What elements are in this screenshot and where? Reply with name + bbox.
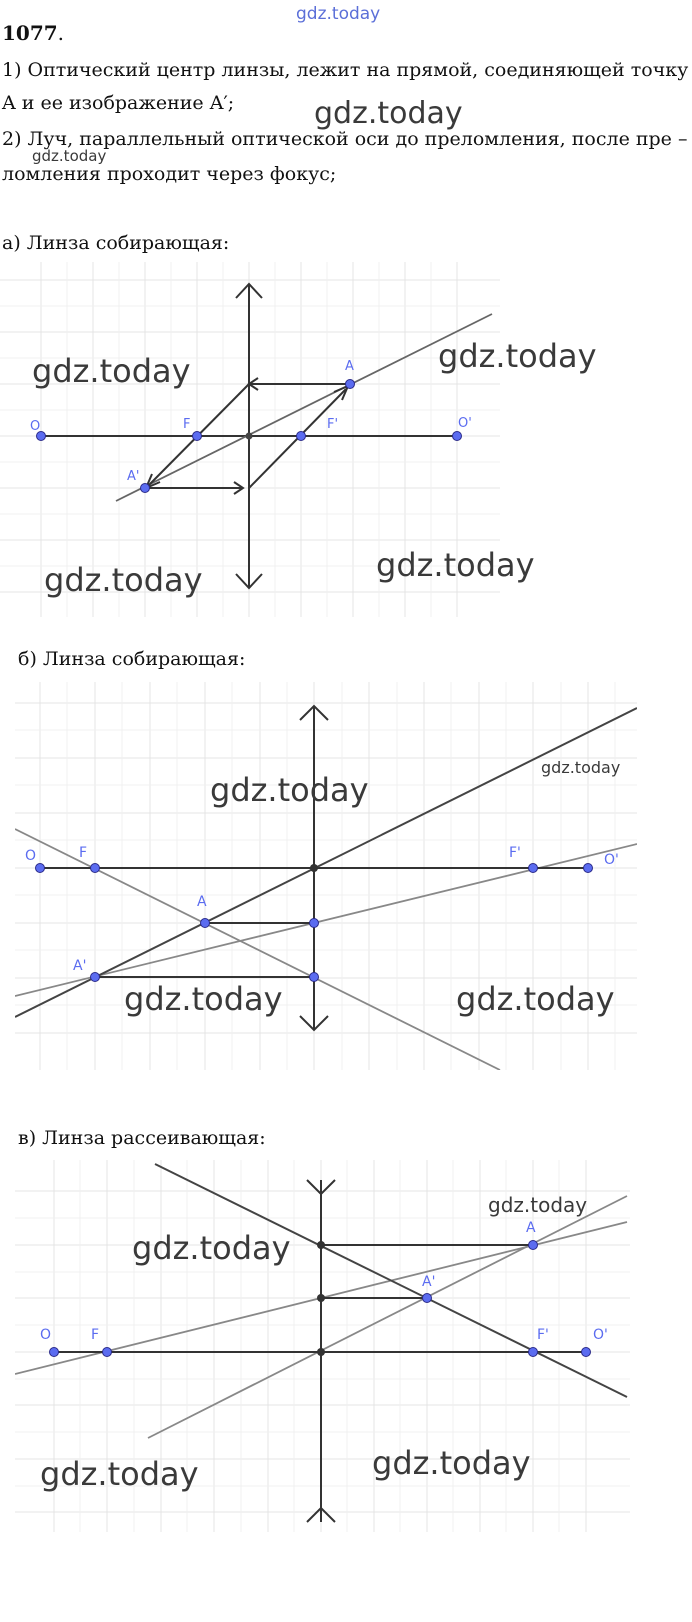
label-F: F	[79, 845, 88, 861]
watermark: gdz.today	[456, 980, 615, 1018]
watermark: gdz.today	[541, 758, 621, 777]
lens-center-b	[310, 864, 318, 872]
point-A1	[91, 973, 100, 982]
point-F1	[529, 1348, 538, 1357]
point-A	[346, 380, 355, 389]
label-F1: F'	[509, 845, 521, 861]
line-through-center-a	[116, 314, 492, 501]
point-O	[36, 864, 45, 873]
point-O1	[453, 432, 462, 441]
point-F1	[529, 864, 538, 873]
label-A: A	[345, 359, 354, 374]
lens-center-c	[317, 1348, 325, 1356]
watermark: gdz.today	[210, 771, 369, 809]
ray-through-F1-b	[15, 844, 637, 996]
point-A	[201, 919, 210, 928]
lens-point-c	[317, 1294, 325, 1302]
statement-line-2: A и ее изображение A′;	[2, 92, 235, 114]
statement-line-3: 2) Луч, параллельный оптической оси до преломления, после пре –	[2, 128, 688, 150]
watermark: gdz.today	[132, 1229, 291, 1267]
point-O1	[582, 1348, 591, 1357]
watermark: gdz.today	[32, 147, 107, 165]
lens-point-c	[317, 1241, 325, 1249]
watermark: gdz.today	[376, 546, 535, 584]
label-F: F	[183, 417, 191, 432]
point-F1	[297, 432, 306, 441]
statement-line-1: 1) Оптический центр линзы, лежит на прямой, соединяющей точку	[2, 59, 689, 81]
problem-number: 1077.	[2, 21, 65, 45]
caption-b: б) Линза собирающая:	[18, 648, 246, 670]
point-O1	[584, 864, 593, 873]
label-A1: A'	[127, 469, 140, 484]
point-F	[103, 1348, 112, 1357]
label-O1: O'	[458, 416, 472, 431]
point-F	[193, 432, 202, 441]
point-F	[91, 864, 100, 873]
point-A1	[141, 484, 150, 493]
watermark: gdz.today	[438, 337, 597, 375]
lens-center-a	[246, 433, 253, 440]
label-A1: A'	[73, 958, 87, 974]
lens-point-b	[310, 919, 319, 928]
statement-line-4: ломления проходит через фокус;	[2, 163, 337, 185]
label-O: O	[30, 419, 41, 434]
site-watermark-top: gdz.today	[296, 4, 381, 24]
caption-a: а) Линза собирающая:	[2, 232, 230, 254]
label-O: O	[25, 848, 37, 864]
label-O1: O'	[593, 1327, 608, 1343]
label-A: A	[197, 894, 207, 910]
lens-point-b	[310, 973, 319, 982]
label-F1: F'	[327, 417, 339, 432]
point-A	[529, 1241, 538, 1250]
watermark: gdz.today	[124, 980, 283, 1018]
label-F1: F'	[537, 1327, 549, 1343]
watermark: gdz.today	[44, 561, 203, 599]
watermark: gdz.today	[314, 96, 463, 131]
label-A: A	[526, 1220, 536, 1236]
watermark: gdz.today	[40, 1455, 199, 1493]
label-F: F	[91, 1327, 100, 1343]
line-through-center-b	[15, 708, 637, 1017]
watermark: gdz.today	[372, 1444, 531, 1482]
label-A1: A'	[422, 1274, 436, 1290]
point-A1	[423, 1294, 432, 1303]
point-O	[50, 1348, 59, 1357]
caption-c: в) Линза рассеивающая:	[18, 1127, 266, 1149]
label-O1: O'	[604, 852, 619, 868]
label-O: O	[40, 1327, 52, 1343]
watermark: gdz.today	[32, 352, 191, 390]
watermark: gdz.today	[488, 1193, 588, 1217]
